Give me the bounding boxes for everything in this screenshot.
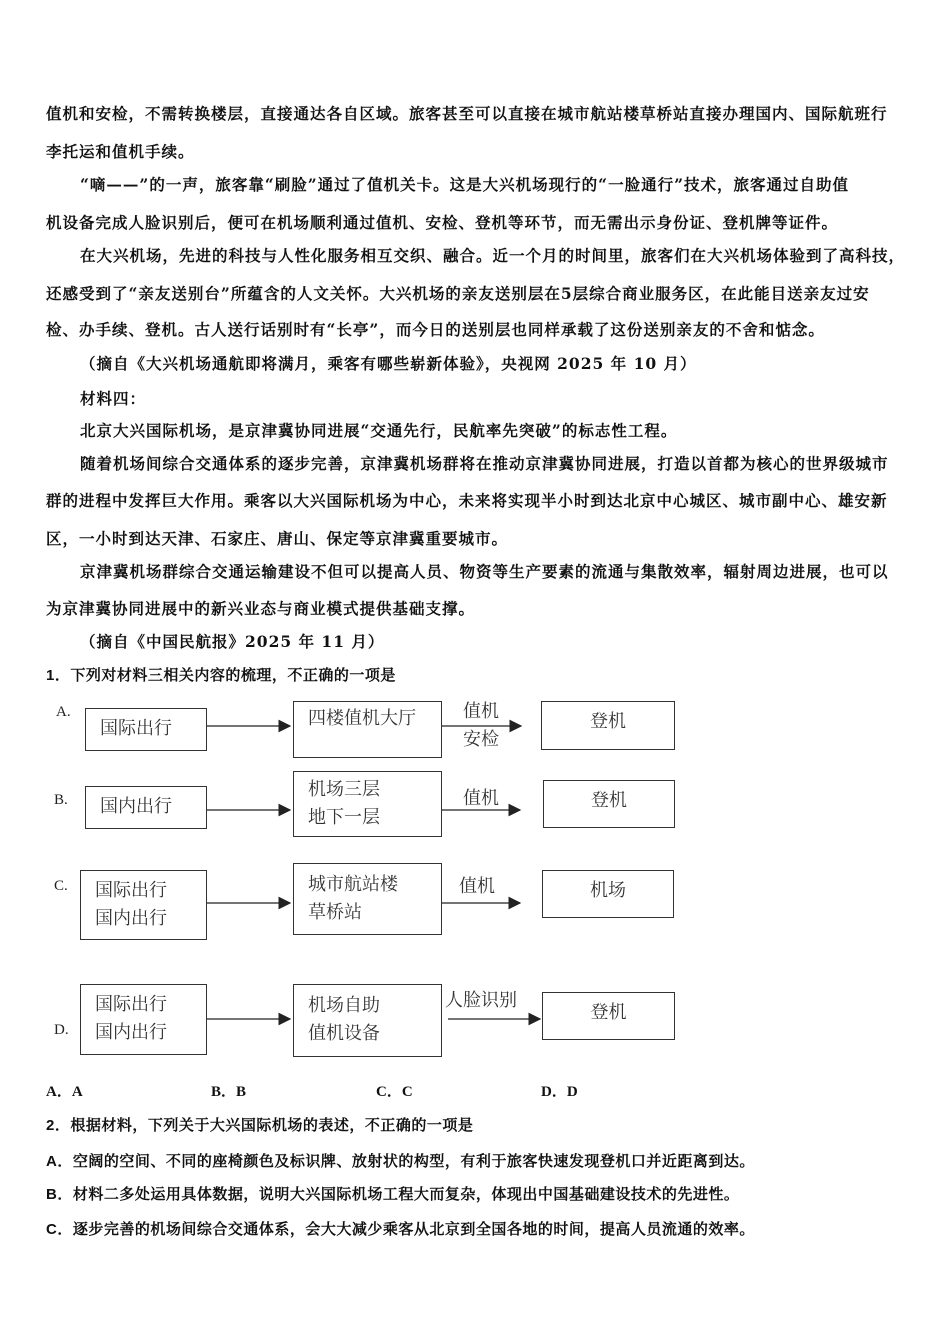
option-letter: C. <box>54 878 68 894</box>
passage-line: 值机和安检，不需转换楼层，直接通达各自区域。旅客甚至可以直接在城市航站楼草桥站直接办理国内、国际航班行 <box>46 104 888 123</box>
flow-box: 机场三层 地下一层 <box>293 771 442 837</box>
answer-choice[interactable]: B．材料二多处运用具体数据，说明大兴国际机场工程大而复杂，体现出中国基础建设技术的先进性。 <box>46 1186 740 1203</box>
passage-line: 群的进程中发挥巨大作用。乘客以大兴国际机场为中心，未来将实现半小时到达北京中心城区、城市副中心、雄安新 <box>46 491 888 510</box>
answer-choice[interactable]: A．A <box>46 1084 83 1100</box>
flow-box: 国内出行 <box>85 786 207 829</box>
answer-choice[interactable]: B．B <box>211 1084 247 1100</box>
flow-box: 城市航站楼 草桥站 <box>293 863 442 935</box>
passage-line: 京津冀机场群综合交通运输建设不但可以提高人员、物资等生产要素的流通与集散效率，辐射周边进展，也可以 <box>80 562 889 581</box>
passage-line: 随着机场间综合交通体系的逐步完善，京津冀机场群将在推动京津冀协同进展，打造以首都为核心的世界级城市 <box>80 454 889 473</box>
question-2-stem: 2．根据材料，下列关于大兴国际机场的表述，不正确的一项是 <box>46 1117 474 1134</box>
flow-box: 机场自助 值机设备 <box>293 984 442 1057</box>
edge-label: 值机 <box>459 876 495 897</box>
passage-line: 还感受到了“亲友送别台”所蕴含的人文关怀。大兴机场的亲友送别层在5层综合商业服务区，在此能目送亲友过安 <box>46 284 870 303</box>
edge-label: 人脸识别 <box>445 990 517 1011</box>
material-heading: 材料四： <box>80 389 147 408</box>
flow-box: 机场 <box>542 870 674 918</box>
answer-choice[interactable]: D．D <box>541 1084 578 1100</box>
flow-box: 登机 <box>542 992 675 1040</box>
passage-line: 检、办手续、登机。古人送行话别时有“长亭”，而今日的送别层也同样承载了这份送别亲友的不舍和惦念。 <box>46 320 825 339</box>
flow-box: 四楼值机大厅 <box>293 701 442 758</box>
passage-line: 为京津冀协同进展中的新兴业态与商业模式提供基础支撑。 <box>46 599 476 618</box>
passage-line: “嘀——”的一声，旅客靠“刷脸”通过了值机关卡。这是大兴机场现行的“一脸通行”技术，旅客通过自助值 <box>80 175 849 194</box>
option-letter: B. <box>54 792 68 808</box>
passage-line: 在大兴机场，先进的科技与人性化服务相互交织、融合。近一个月的时间里，旅客们在大兴机场体验到了高科技， <box>80 246 906 265</box>
flow-box: 国际出行 国内出行 <box>80 984 207 1055</box>
edge-label: 值机 <box>463 788 499 809</box>
passage-line: 北京大兴国际机场，是京津冀协同进展“交通先行，民航率先突破”的标志性工程。 <box>80 421 678 440</box>
flow-box: 国际出行 <box>85 708 207 751</box>
flow-box: 登机 <box>541 701 675 750</box>
passage-line: 区，一小时到达天津、石家庄、唐山、保定等京津冀重要城市。 <box>46 529 509 548</box>
answer-choice[interactable]: A．空阔的空间、不同的座椅颜色及标识牌、放射状的构型，有利于旅客快速发现登机口并近距离到达。 <box>46 1153 755 1170</box>
passage-line: 李托运和值机手续。 <box>46 142 195 161</box>
flow-box: 登机 <box>543 780 675 828</box>
flow-box: 国际出行 国内出行 <box>80 870 207 940</box>
source-citation: （摘自《中国民航报》2025 年 11 月） <box>80 632 385 651</box>
source-citation: （摘自《大兴机场通航即将满月，乘客有哪些崭新体验》，央视网 2025 年 10 月） <box>80 354 697 373</box>
answer-choice[interactable]: C．C <box>376 1084 413 1100</box>
question-1-stem: 1．下列对材料三相关内容的梳理，不正确的一项是 <box>46 667 396 684</box>
option-letter: A. <box>56 704 71 720</box>
passage-line: 机设备完成人脸识别后，便可在机场顺利通过值机、安检、登机等环节，而无需出示身份证、登机牌等证件。 <box>46 213 839 232</box>
edge-label: 值机 安检 <box>463 701 499 750</box>
answer-choice[interactable]: C．逐步完善的机场间综合交通体系，会大大减少乘客从北京到全国各地的时间，提高人员流通的效率。 <box>46 1221 755 1238</box>
option-letter: D. <box>54 1022 69 1038</box>
